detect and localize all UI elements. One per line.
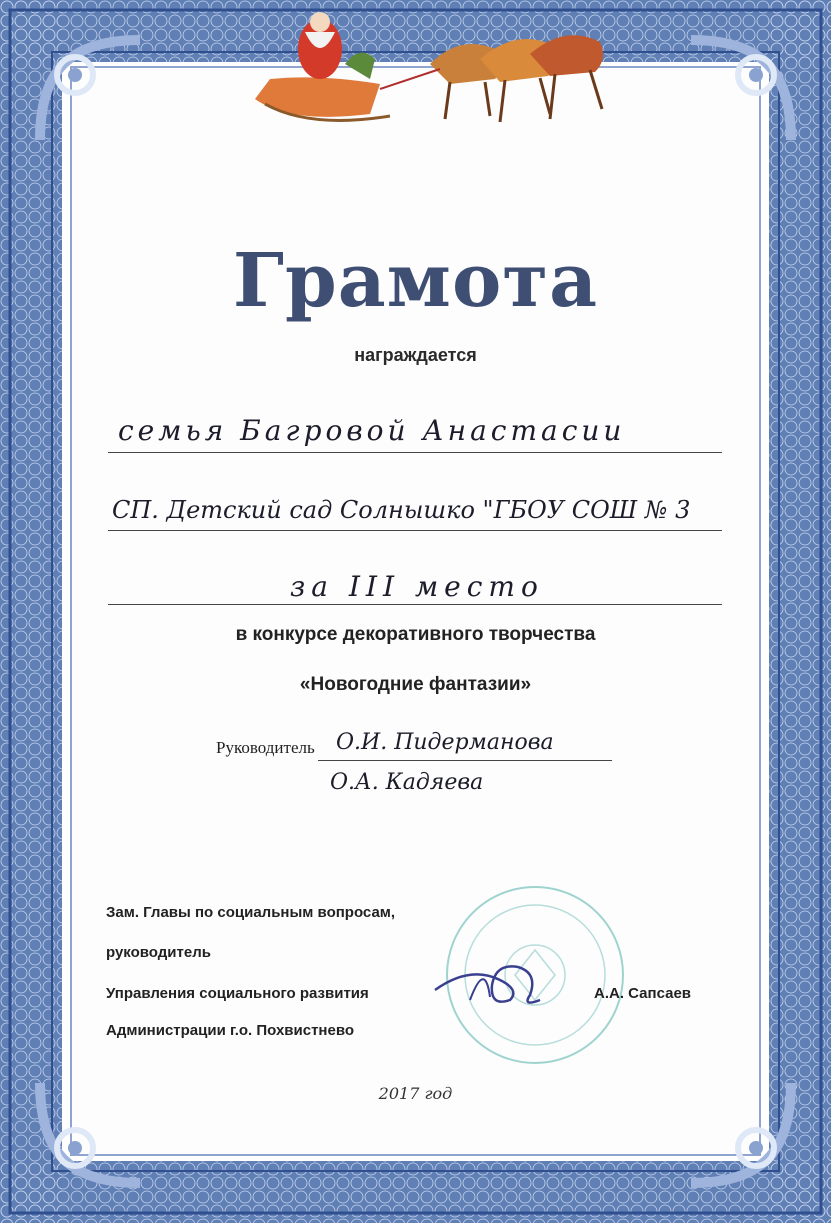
contest-name: «Новогодние фантазии»: [299, 674, 532, 695]
recipient-line-2: СП. Детский сад Солнышко "ГБОУ СОШ № 3: [112, 496, 691, 524]
place-line: за III место: [290, 570, 544, 603]
leader-name-2: О.А. Кадяева: [330, 770, 484, 795]
place-underline: [108, 604, 722, 605]
leader-label: Руководитель: [216, 738, 315, 757]
contest-text: в конкурсе декоративного творчества: [235, 624, 596, 645]
recipient-line-1: семья Багровой Анастасии: [118, 414, 626, 447]
certificate-title: Грамота: [232, 238, 599, 324]
signer-name: А.А. Сапсаев: [594, 985, 692, 1002]
year: 2017 год: [378, 1084, 453, 1103]
recipient-underline-1: [108, 452, 722, 453]
leader-underline: [318, 760, 612, 761]
official-line-2: руководитель: [106, 944, 211, 961]
official-line-3: Управления социального развития: [106, 985, 369, 1002]
handwritten-signature-icon: [430, 945, 550, 1015]
awarded-label: награждается: [354, 345, 477, 365]
recipient-underline-2: [108, 530, 722, 531]
troika-with-santa-icon: [250, 4, 610, 134]
official-line-1: Зам. Главы по социальным вопросам,: [106, 904, 396, 921]
official-line-4: Администрации г.о. Похвистнево: [106, 1022, 355, 1039]
leader-name-1: О.И. Пидерманова: [336, 730, 554, 755]
